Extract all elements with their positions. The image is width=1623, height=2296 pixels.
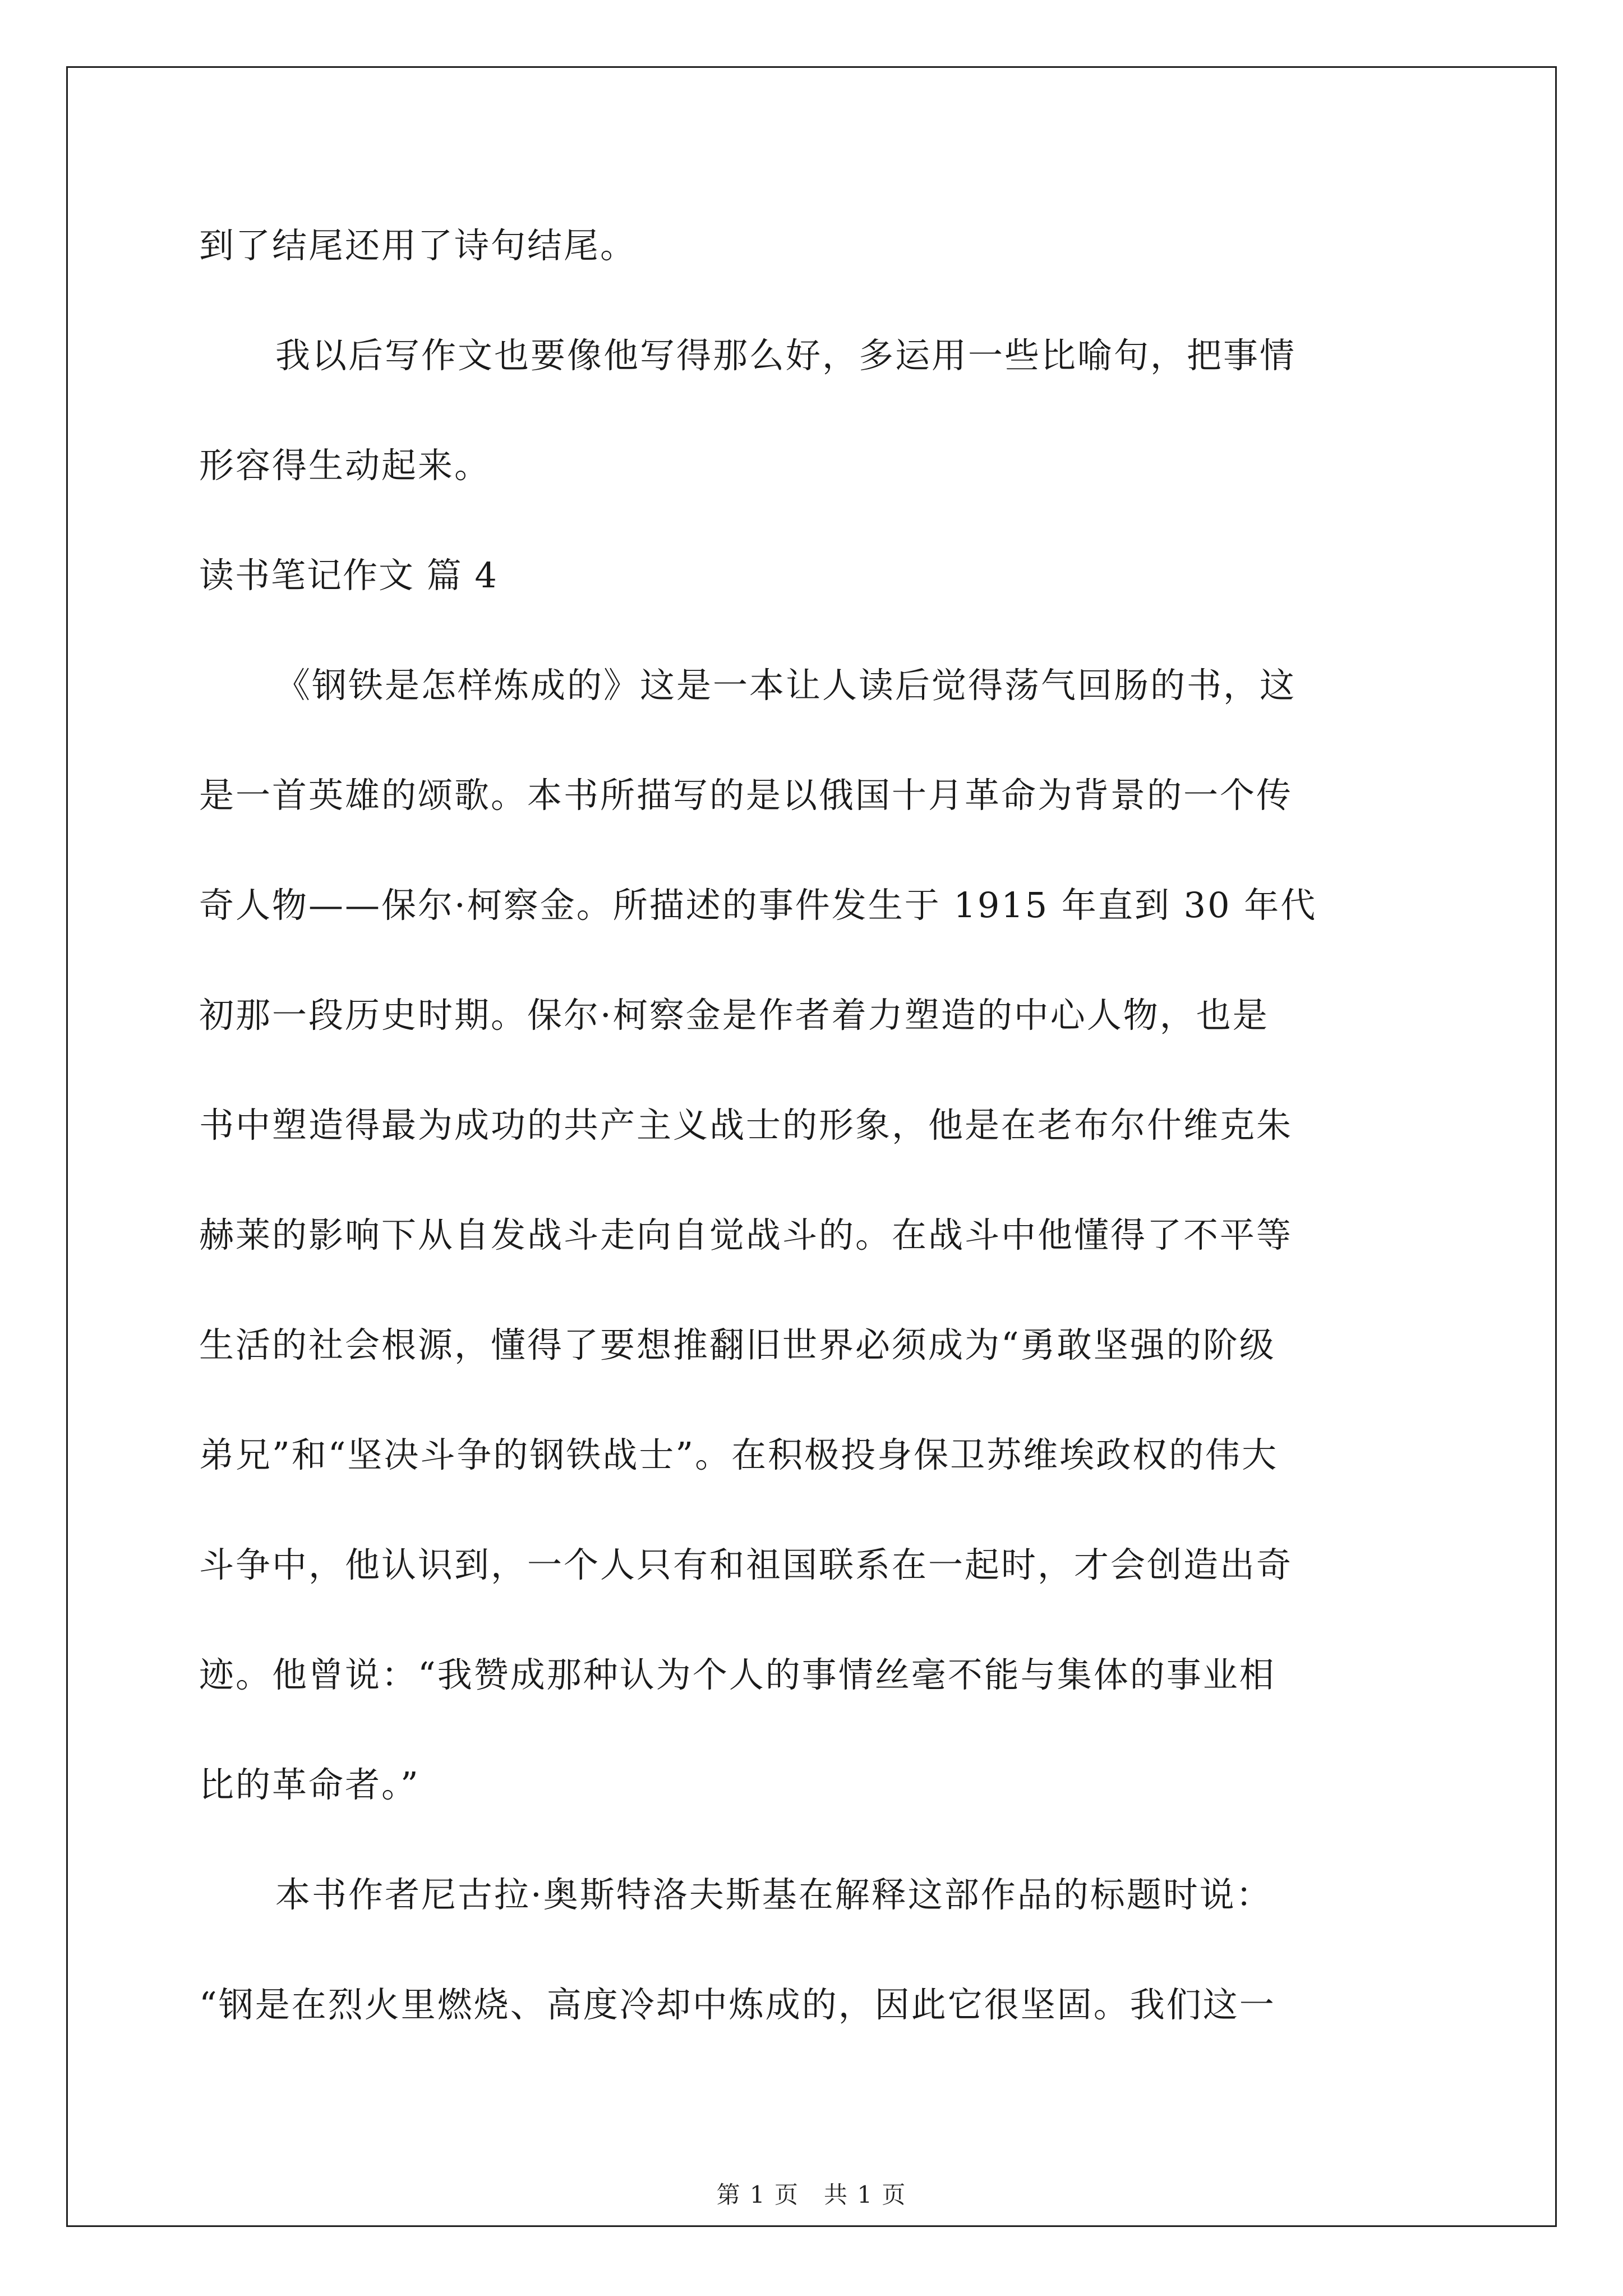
body-line: 迹。他曾说：“我赞成那种认为个人的事情丝毫不能与集体的事业相 xyxy=(199,1654,1276,1695)
body-line: 奇人物——保尔·柯察金。所描述的事件发生于 1915 年直到 30 年代 xyxy=(199,885,1317,926)
body-line: 弟兄”和“坚决斗争的钢铁战士”。在积极投身保卫苏维埃政权的伟大 xyxy=(199,1434,1279,1475)
body-line: 是一首英雄的颂歌。本书所描写的是以俄国十月革命为背景的一个传 xyxy=(199,775,1293,816)
body-line: 赫莱的影响下从自发战斗走向自觉战斗的。在战斗中他懂得了不平等 xyxy=(199,1214,1293,1255)
body-line: 斗争中，他认识到，一个人只有和祖国联系在一起时，才会创造出奇 xyxy=(199,1544,1293,1585)
body-line: 我以后写作文也要像他写得那么好，多运用一些比喻句，把事情 xyxy=(275,335,1297,376)
body-line: 书中塑造得最为成功的共产主义战士的形象，他是在老布尔什维克朱 xyxy=(199,1105,1293,1145)
body-line: 生活的社会根源，懂得了要想推翻旧世界必须成为“勇敢坚强的阶级 xyxy=(199,1324,1276,1365)
body-line: 到了结尾还用了诗句结尾。 xyxy=(199,225,637,266)
body-line: 初那一段历史时期。保尔·柯察金是作者着力塑造的中心人物，也是 xyxy=(199,995,1269,1036)
section-heading: 读书笔记作文 篇 4 xyxy=(199,555,498,596)
body-line: 本书作者尼古拉·奥斯特洛夫斯基在解释这部作品的标题时说： xyxy=(275,1874,1272,1915)
body-line: 形容得生动起来。 xyxy=(199,445,491,486)
body-line: 比的革命者。” xyxy=(199,1764,420,1805)
document-body xyxy=(199,191,1427,2060)
page-footer: 第 1 页 共 1 页 xyxy=(716,2181,907,2208)
body-line: “钢是在烈火里燃烧、高度冷却中炼成的，因此它很坚固。我们这一 xyxy=(199,1984,1276,2025)
body-line: 《钢铁是怎样炼成的》这是一本让人读后觉得荡气回肠的书，这 xyxy=(275,665,1297,706)
